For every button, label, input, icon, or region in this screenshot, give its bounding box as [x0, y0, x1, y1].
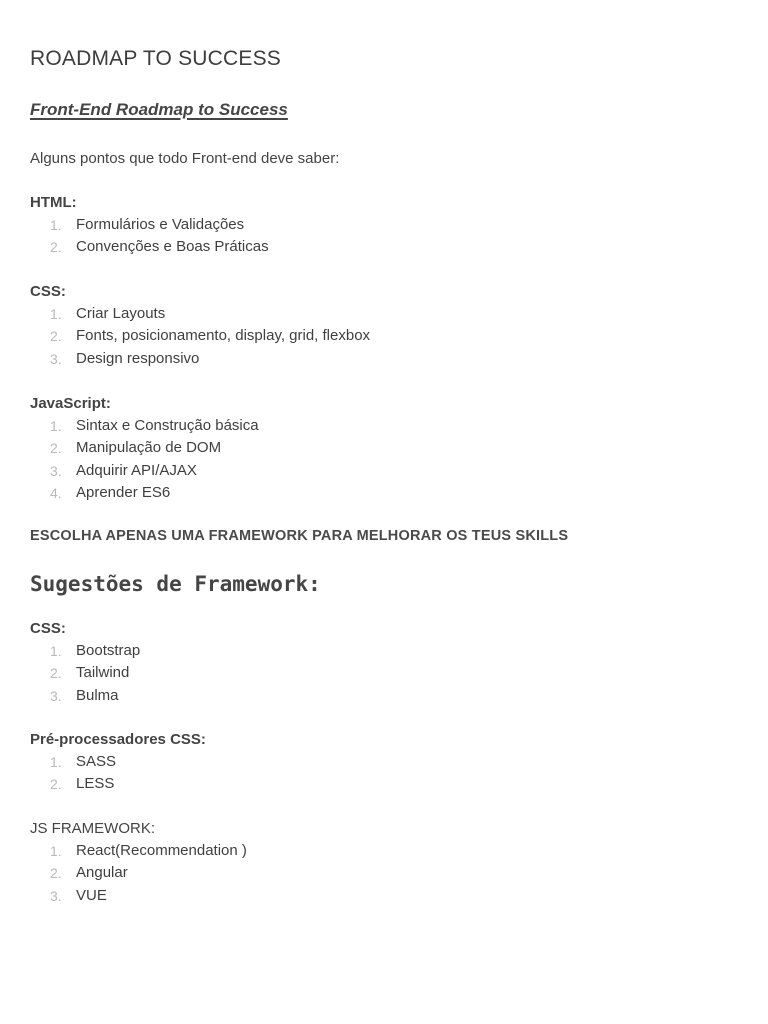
list-css-frameworks	[30, 640, 738, 707]
section-label-js-frameworks: JS FRAMEWORK:	[30, 820, 156, 837]
list-item: 3. VUE	[50, 886, 107, 904]
list-preprocessors	[30, 751, 738, 796]
framework-callout: ESCOLHA APENAS UMA FRAMEWORK PARA MELHORAR OS TEUS SKILLS	[30, 528, 569, 544]
list-item: 3. Bulma	[50, 686, 119, 704]
section-css-frameworks	[30, 618, 738, 707]
section-label-css-frameworks: CSS:	[30, 620, 66, 637]
intro-text: Alguns pontos que todo Front-end deve saber:	[30, 150, 340, 167]
list-js-frameworks	[30, 840, 738, 907]
list-item: 1. Formulários e Validações	[50, 216, 245, 233]
list-javascript	[30, 415, 738, 504]
section-label-html: HTML:	[30, 194, 77, 211]
list-item: 1. Bootstrap	[50, 642, 141, 659]
list-css	[30, 303, 738, 370]
page-title: ROADMAP TO SUCCESS	[30, 47, 281, 70]
list-item: 1. Sintax e Construção básica	[50, 417, 259, 434]
section-label-javascript: JavaScript:	[30, 395, 111, 412]
list-item: 1. Criar Layouts	[50, 305, 166, 322]
page-subtitle: Front-End Roadmap to Success	[30, 100, 288, 119]
list-item: 1. SASS	[50, 753, 117, 770]
section-label-preprocessors: Pré-processadores CSS:	[30, 731, 206, 748]
list-item: 1. React(Recommendation )	[50, 842, 247, 859]
list-item: 2. Angular	[50, 864, 128, 882]
list-item: 4. Aprender ES6	[50, 483, 171, 501]
section-css	[30, 281, 738, 370]
list-item: 2. Tailwind	[50, 664, 130, 682]
section-javascript	[30, 393, 738, 504]
list-item: 2. Convenções e Boas Práticas	[50, 238, 269, 256]
framework-heading: Sugestões de Framework:	[30, 572, 321, 596]
list-item: 2. Manipulação de DOM	[50, 439, 222, 457]
list-html	[30, 214, 738, 259]
section-js-frameworks	[30, 818, 738, 907]
section-label-css: CSS:	[30, 283, 66, 300]
list-item: 2. LESS	[50, 775, 115, 793]
section-preprocessors	[30, 729, 738, 796]
section-html	[30, 192, 738, 259]
list-item: 2. Fonts, posicionamento, display, grid, flexbox	[50, 327, 371, 345]
list-item: 3. Design responsivo	[50, 349, 200, 367]
list-item: 3. Adquirir API/AJAX	[50, 461, 197, 479]
